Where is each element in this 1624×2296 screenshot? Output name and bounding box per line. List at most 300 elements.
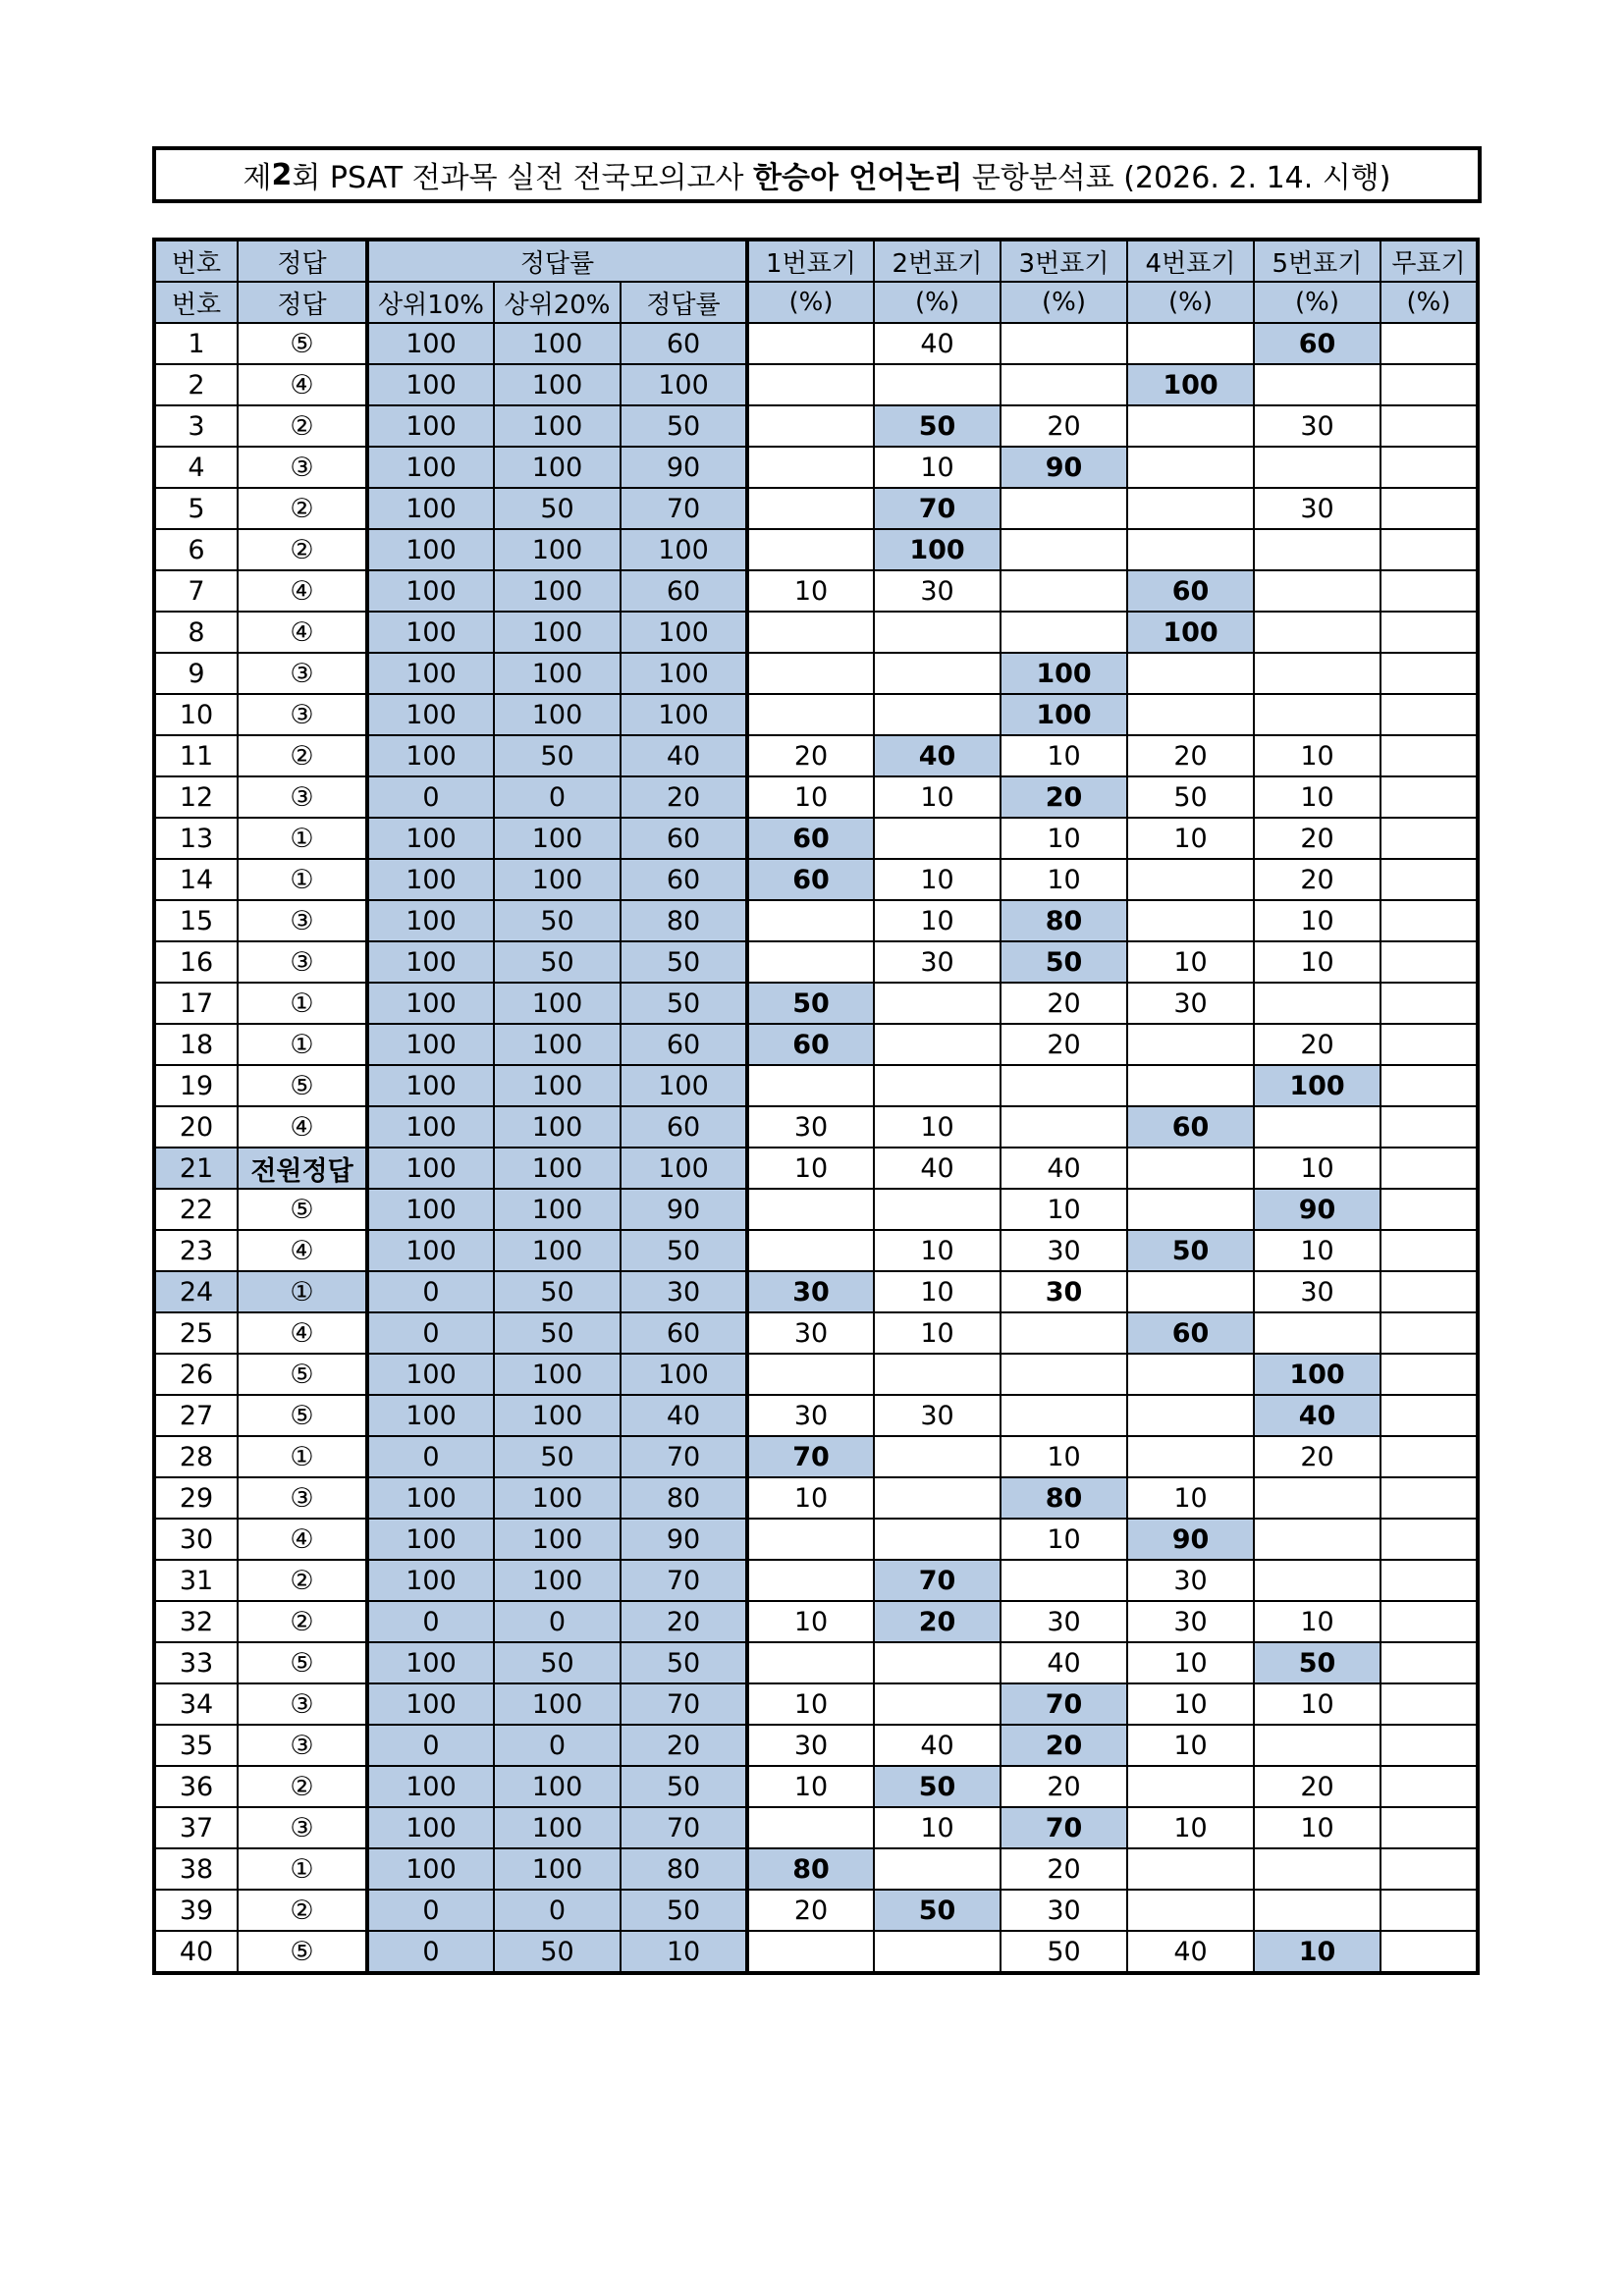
- mark-4-percent: [1127, 653, 1254, 694]
- question-number: 26: [154, 1354, 238, 1395]
- mark-3-percent: [1001, 1354, 1127, 1395]
- mark-4-percent: [1127, 1024, 1254, 1065]
- mark-3-percent: 30: [1001, 1890, 1127, 1931]
- header-answer: 정답: [238, 240, 367, 282]
- mark-3-percent: 40: [1001, 1148, 1127, 1189]
- mark-5-percent: [1254, 1725, 1380, 1766]
- mark-1-percent: 30: [747, 1106, 874, 1148]
- mark-none-percent: [1380, 694, 1478, 735]
- mark-1-percent: 10: [747, 570, 874, 612]
- mark-4-percent: [1127, 488, 1254, 529]
- mark-3-percent: [1001, 1065, 1127, 1106]
- mark-1-percent: 10: [747, 1601, 874, 1642]
- mark-none-percent: [1380, 900, 1478, 941]
- mark-5-percent: 20: [1254, 1436, 1380, 1477]
- mark-2-percent: [874, 1477, 1001, 1519]
- mark-3-percent: 10: [1001, 1519, 1127, 1560]
- mark-1-percent: 10: [747, 1148, 874, 1189]
- header-mark-5: 5번표기: [1254, 240, 1380, 282]
- rate-top20: 50: [494, 488, 621, 529]
- rate-overall: 60: [621, 818, 747, 859]
- mark-4-percent: 90: [1127, 1519, 1254, 1560]
- mark-4-percent: 60: [1127, 570, 1254, 612]
- mark-1-percent: [747, 488, 874, 529]
- rate-top10: 100: [367, 612, 494, 653]
- correct-answer: ③: [238, 941, 367, 983]
- mark-none-percent: [1380, 1601, 1478, 1642]
- mark-3-percent: 10: [1001, 1436, 1127, 1477]
- title-suffix: 문항분석표 (2026. 2. 14. 시행): [962, 161, 1391, 195]
- mark-none-percent: [1380, 735, 1478, 776]
- page-title: [152, 146, 1482, 203]
- mark-none-percent: [1380, 1354, 1478, 1395]
- rate-top20: 50: [494, 1271, 621, 1312]
- correct-answer: ⑤: [238, 1395, 367, 1436]
- mark-4-percent: [1127, 1890, 1254, 1931]
- mark-4-percent: 100: [1127, 364, 1254, 405]
- rate-top20: 50: [494, 1436, 621, 1477]
- rate-top10: 100: [367, 1230, 494, 1271]
- mark-1-percent: [747, 1642, 874, 1683]
- mark-1-percent: [747, 447, 874, 488]
- mark-1-percent: [747, 1354, 874, 1395]
- rate-overall: 60: [621, 1024, 747, 1065]
- mark-none-percent: [1380, 1395, 1478, 1436]
- mark-4-percent: 10: [1127, 1683, 1254, 1725]
- rate-overall: 90: [621, 1519, 747, 1560]
- question-number: 2: [154, 364, 238, 405]
- mark-2-percent: [874, 818, 1001, 859]
- mark-2-percent: [874, 612, 1001, 653]
- rate-top20: 50: [494, 735, 621, 776]
- correct-answer: ④: [238, 1106, 367, 1148]
- mark-5-percent: 10: [1254, 941, 1380, 983]
- rate-top20: 100: [494, 1683, 621, 1725]
- mark-2-percent: [874, 1024, 1001, 1065]
- correct-answer: ①: [238, 983, 367, 1024]
- mark-3-percent: 30: [1001, 1230, 1127, 1271]
- mark-4-percent: [1127, 529, 1254, 570]
- mark-2-percent: 100: [874, 529, 1001, 570]
- header-unit-2: (%): [874, 282, 1001, 323]
- mark-none-percent: [1380, 488, 1478, 529]
- table-row: [154, 570, 1478, 612]
- rate-top20: 100: [494, 1477, 621, 1519]
- mark-5-percent: [1254, 1312, 1380, 1354]
- mark-1-percent: [747, 1189, 874, 1230]
- mark-2-percent: 50: [874, 1766, 1001, 1807]
- mark-5-percent: 30: [1254, 488, 1380, 529]
- rate-overall: 40: [621, 1395, 747, 1436]
- rate-top20: 0: [494, 1890, 621, 1931]
- mark-4-percent: 60: [1127, 1312, 1254, 1354]
- header-rate-group: 정답률: [367, 240, 747, 282]
- mark-3-percent: [1001, 488, 1127, 529]
- mark-5-percent: [1254, 1477, 1380, 1519]
- mark-5-percent: [1254, 1890, 1380, 1931]
- header-row-2: [154, 282, 1478, 323]
- table-row: [154, 1477, 1478, 1519]
- mark-none-percent: [1380, 1148, 1478, 1189]
- mark-5-percent: 10: [1254, 1601, 1380, 1642]
- table-row: [154, 1065, 1478, 1106]
- rate-top20: 50: [494, 900, 621, 941]
- table-row: [154, 1436, 1478, 1477]
- rate-top10: 100: [367, 1354, 494, 1395]
- mark-2-percent: 10: [874, 447, 1001, 488]
- mark-2-percent: 10: [874, 1106, 1001, 1148]
- rate-top20: 100: [494, 1189, 621, 1230]
- rate-overall: 50: [621, 405, 747, 447]
- table-row: [154, 1890, 1478, 1931]
- header-unit-none: (%): [1380, 282, 1478, 323]
- table-row: [154, 1642, 1478, 1683]
- rate-overall: 100: [621, 653, 747, 694]
- mark-1-percent: 50: [747, 983, 874, 1024]
- mark-5-percent: 10: [1254, 1931, 1380, 1973]
- rate-top20: 100: [494, 1807, 621, 1848]
- question-number: 15: [154, 900, 238, 941]
- question-number: 35: [154, 1725, 238, 1766]
- rate-overall: 50: [621, 1766, 747, 1807]
- correct-answer: ②: [238, 529, 367, 570]
- rate-top10: 100: [367, 1642, 494, 1683]
- rate-top20: 100: [494, 447, 621, 488]
- table-row: [154, 1189, 1478, 1230]
- question-number: 9: [154, 653, 238, 694]
- rate-overall: 50: [621, 983, 747, 1024]
- rate-overall: 60: [621, 859, 747, 900]
- correct-answer: ④: [238, 364, 367, 405]
- question-number: 20: [154, 1106, 238, 1148]
- header-top10: 상위10%: [367, 282, 494, 323]
- mark-1-percent: 80: [747, 1848, 874, 1890]
- mark-3-percent: [1001, 1395, 1127, 1436]
- table-row: [154, 1807, 1478, 1848]
- mark-3-percent: 90: [1001, 447, 1127, 488]
- rate-top20: 100: [494, 405, 621, 447]
- correct-answer: ④: [238, 612, 367, 653]
- correct-answer: ③: [238, 900, 367, 941]
- mark-2-percent: [874, 1065, 1001, 1106]
- mark-none-percent: [1380, 1807, 1478, 1848]
- mark-none-percent: [1380, 1560, 1478, 1601]
- mark-5-percent: 20: [1254, 859, 1380, 900]
- rate-top10: 100: [367, 1024, 494, 1065]
- rate-overall: 100: [621, 1148, 747, 1189]
- mark-2-percent: [874, 1436, 1001, 1477]
- rate-top10: 100: [367, 941, 494, 983]
- question-number: 22: [154, 1189, 238, 1230]
- rate-top10: 100: [367, 1395, 494, 1436]
- rate-top10: 100: [367, 1519, 494, 1560]
- mark-2-percent: 10: [874, 1230, 1001, 1271]
- correct-answer: ①: [238, 818, 367, 859]
- correct-answer: ③: [238, 1477, 367, 1519]
- mark-3-percent: 70: [1001, 1683, 1127, 1725]
- correct-answer: ①: [238, 1024, 367, 1065]
- correct-answer: ⑤: [238, 1065, 367, 1106]
- question-number: 16: [154, 941, 238, 983]
- mark-2-percent: 10: [874, 1312, 1001, 1354]
- mark-3-percent: 10: [1001, 859, 1127, 900]
- mark-none-percent: [1380, 1477, 1478, 1519]
- mark-5-percent: 60: [1254, 323, 1380, 364]
- rate-top20: 100: [494, 694, 621, 735]
- mark-1-percent: [747, 1560, 874, 1601]
- rate-overall: 70: [621, 1683, 747, 1725]
- rate-top20: 100: [494, 570, 621, 612]
- rate-top20: 100: [494, 818, 621, 859]
- question-number: 18: [154, 1024, 238, 1065]
- rate-top10: 0: [367, 776, 494, 818]
- mark-3-percent: 10: [1001, 818, 1127, 859]
- rate-overall: 10: [621, 1931, 747, 1973]
- table-row: [154, 364, 1478, 405]
- correct-answer: ③: [238, 447, 367, 488]
- rate-top20: 100: [494, 983, 621, 1024]
- question-number: 31: [154, 1560, 238, 1601]
- mark-none-percent: [1380, 1312, 1478, 1354]
- mark-4-percent: 20: [1127, 735, 1254, 776]
- correct-answer: ③: [238, 776, 367, 818]
- header-unit-1: (%): [747, 282, 874, 323]
- question-number: 10: [154, 694, 238, 735]
- table-row: [154, 1230, 1478, 1271]
- mark-4-percent: [1127, 1766, 1254, 1807]
- mark-5-percent: 10: [1254, 900, 1380, 941]
- mark-1-percent: 20: [747, 1890, 874, 1931]
- table-row: [154, 941, 1478, 983]
- mark-none-percent: [1380, 776, 1478, 818]
- rate-top10: 100: [367, 1766, 494, 1807]
- mark-4-percent: 100: [1127, 612, 1254, 653]
- item-analysis-table: [152, 238, 1480, 1975]
- question-number: 38: [154, 1848, 238, 1890]
- rate-top20: 50: [494, 1931, 621, 1973]
- table-row: [154, 1683, 1478, 1725]
- table-row: [154, 1148, 1478, 1189]
- table-row: [154, 776, 1478, 818]
- question-number: 8: [154, 612, 238, 653]
- question-number: 30: [154, 1519, 238, 1560]
- mark-none-percent: [1380, 1848, 1478, 1890]
- rate-top20: 100: [494, 653, 621, 694]
- rate-overall: 20: [621, 1601, 747, 1642]
- mark-3-percent: 80: [1001, 900, 1127, 941]
- mark-3-percent: 70: [1001, 1807, 1127, 1848]
- rate-top10: 100: [367, 323, 494, 364]
- mark-none-percent: [1380, 1766, 1478, 1807]
- mark-5-percent: [1254, 447, 1380, 488]
- rate-top20: 0: [494, 776, 621, 818]
- correct-answer: ②: [238, 1560, 367, 1601]
- mark-4-percent: [1127, 1065, 1254, 1106]
- mark-2-percent: 70: [874, 488, 1001, 529]
- header-mark-2: 2번표기: [874, 240, 1001, 282]
- rate-top10: 100: [367, 900, 494, 941]
- mark-4-percent: [1127, 900, 1254, 941]
- correct-answer: ①: [238, 1436, 367, 1477]
- mark-2-percent: 50: [874, 1890, 1001, 1931]
- rate-top20: 100: [494, 323, 621, 364]
- rate-top10: 0: [367, 1890, 494, 1931]
- mark-4-percent: 10: [1127, 1642, 1254, 1683]
- table-row: [154, 1106, 1478, 1148]
- rate-top10: 100: [367, 1807, 494, 1848]
- mark-3-percent: 20: [1001, 983, 1127, 1024]
- mark-4-percent: [1127, 1189, 1254, 1230]
- rate-top20: 50: [494, 1642, 621, 1683]
- mark-none-percent: [1380, 1065, 1478, 1106]
- correct-answer: ④: [238, 1519, 367, 1560]
- rate-top20: 100: [494, 1354, 621, 1395]
- correct-answer: ②: [238, 488, 367, 529]
- table-row: [154, 1931, 1478, 1973]
- mark-4-percent: 10: [1127, 941, 1254, 983]
- mark-none-percent: [1380, 1890, 1478, 1931]
- question-number: 29: [154, 1477, 238, 1519]
- table-row: [154, 1024, 1478, 1065]
- mark-2-percent: [874, 694, 1001, 735]
- mark-3-percent: 100: [1001, 694, 1127, 735]
- rate-top20: 100: [494, 612, 621, 653]
- mark-none-percent: [1380, 1024, 1478, 1065]
- mark-none-percent: [1380, 364, 1478, 405]
- header-top20: 상위20%: [494, 282, 621, 323]
- mark-5-percent: [1254, 983, 1380, 1024]
- rate-top10: 100: [367, 1148, 494, 1189]
- mark-1-percent: 10: [747, 776, 874, 818]
- correct-answer: ④: [238, 1230, 367, 1271]
- rate-top20: 0: [494, 1601, 621, 1642]
- question-number: 19: [154, 1065, 238, 1106]
- mark-1-percent: 30: [747, 1271, 874, 1312]
- question-number: 14: [154, 859, 238, 900]
- correct-answer: ①: [238, 1271, 367, 1312]
- mark-1-percent: [747, 900, 874, 941]
- mark-1-percent: [747, 1807, 874, 1848]
- correct-answer: ⑤: [238, 1642, 367, 1683]
- question-number: 3: [154, 405, 238, 447]
- correct-answer: ①: [238, 1848, 367, 1890]
- rate-top20: 50: [494, 941, 621, 983]
- rate-top10: 100: [367, 694, 494, 735]
- rate-top10: 100: [367, 1065, 494, 1106]
- mark-none-percent: [1380, 1642, 1478, 1683]
- mark-2-percent: 30: [874, 1395, 1001, 1436]
- mark-2-percent: [874, 1519, 1001, 1560]
- mark-5-percent: [1254, 694, 1380, 735]
- mark-4-percent: [1127, 1395, 1254, 1436]
- rate-overall: 20: [621, 1725, 747, 1766]
- table-row: [154, 653, 1478, 694]
- mark-5-percent: 20: [1254, 1766, 1380, 1807]
- rate-top20: 100: [494, 1848, 621, 1890]
- mark-1-percent: 60: [747, 859, 874, 900]
- mark-2-percent: 40: [874, 735, 1001, 776]
- mark-1-percent: 30: [747, 1312, 874, 1354]
- rate-top10: 100: [367, 405, 494, 447]
- mark-none-percent: [1380, 612, 1478, 653]
- question-number: 7: [154, 570, 238, 612]
- rate-overall: 100: [621, 694, 747, 735]
- rate-top20: 100: [494, 529, 621, 570]
- mark-2-percent: 30: [874, 570, 1001, 612]
- header-no: 번호: [154, 240, 238, 282]
- rate-overall: 80: [621, 1848, 747, 1890]
- header-mark-4: 4번표기: [1127, 240, 1254, 282]
- table-row: [154, 1312, 1478, 1354]
- question-number: 4: [154, 447, 238, 488]
- mark-1-percent: 10: [747, 1766, 874, 1807]
- correct-answer: ④: [238, 1312, 367, 1354]
- mark-2-percent: 20: [874, 1601, 1001, 1642]
- mark-3-percent: [1001, 570, 1127, 612]
- mark-1-percent: [747, 1230, 874, 1271]
- rate-overall: 50: [621, 1890, 747, 1931]
- mark-1-percent: 30: [747, 1725, 874, 1766]
- mark-2-percent: 10: [874, 1807, 1001, 1848]
- question-number: 36: [154, 1766, 238, 1807]
- table-row: [154, 1354, 1478, 1395]
- mark-2-percent: [874, 364, 1001, 405]
- mark-4-percent: 30: [1127, 1601, 1254, 1642]
- mark-3-percent: [1001, 1312, 1127, 1354]
- mark-2-percent: [874, 1189, 1001, 1230]
- mark-none-percent: [1380, 818, 1478, 859]
- mark-2-percent: [874, 1642, 1001, 1683]
- rate-top10: 100: [367, 570, 494, 612]
- rate-overall: 90: [621, 1189, 747, 1230]
- correct-answer: ③: [238, 1725, 367, 1766]
- mark-2-percent: 40: [874, 1148, 1001, 1189]
- mark-1-percent: [747, 941, 874, 983]
- rate-top10: 100: [367, 735, 494, 776]
- mark-1-percent: [747, 323, 874, 364]
- rate-overall: 100: [621, 529, 747, 570]
- title-middle: 회 PSAT 전과목 실전 전국모의고사: [292, 161, 754, 195]
- mark-5-percent: [1254, 1106, 1380, 1148]
- mark-4-percent: 40: [1127, 1931, 1254, 1973]
- mark-1-percent: 30: [747, 1395, 874, 1436]
- rate-top10: 0: [367, 1312, 494, 1354]
- table-row: [154, 1601, 1478, 1642]
- mark-3-percent: 80: [1001, 1477, 1127, 1519]
- mark-3-percent: 20: [1001, 1766, 1127, 1807]
- rate-overall: 100: [621, 1354, 747, 1395]
- rate-top20: 100: [494, 859, 621, 900]
- question-number: 40: [154, 1931, 238, 1973]
- question-number: 28: [154, 1436, 238, 1477]
- title-round: 2: [271, 157, 293, 192]
- mark-3-percent: 40: [1001, 1642, 1127, 1683]
- rate-overall: 60: [621, 1312, 747, 1354]
- correct-answer: ②: [238, 735, 367, 776]
- question-number: 34: [154, 1683, 238, 1725]
- rate-top10: 0: [367, 1725, 494, 1766]
- rate-top10: 0: [367, 1436, 494, 1477]
- mark-5-percent: 90: [1254, 1189, 1380, 1230]
- mark-4-percent: [1127, 405, 1254, 447]
- mark-none-percent: [1380, 447, 1478, 488]
- mark-2-percent: 40: [874, 323, 1001, 364]
- rate-overall: 80: [621, 900, 747, 941]
- mark-5-percent: 20: [1254, 818, 1380, 859]
- question-number: 5: [154, 488, 238, 529]
- mark-4-percent: [1127, 1354, 1254, 1395]
- mark-4-percent: [1127, 1148, 1254, 1189]
